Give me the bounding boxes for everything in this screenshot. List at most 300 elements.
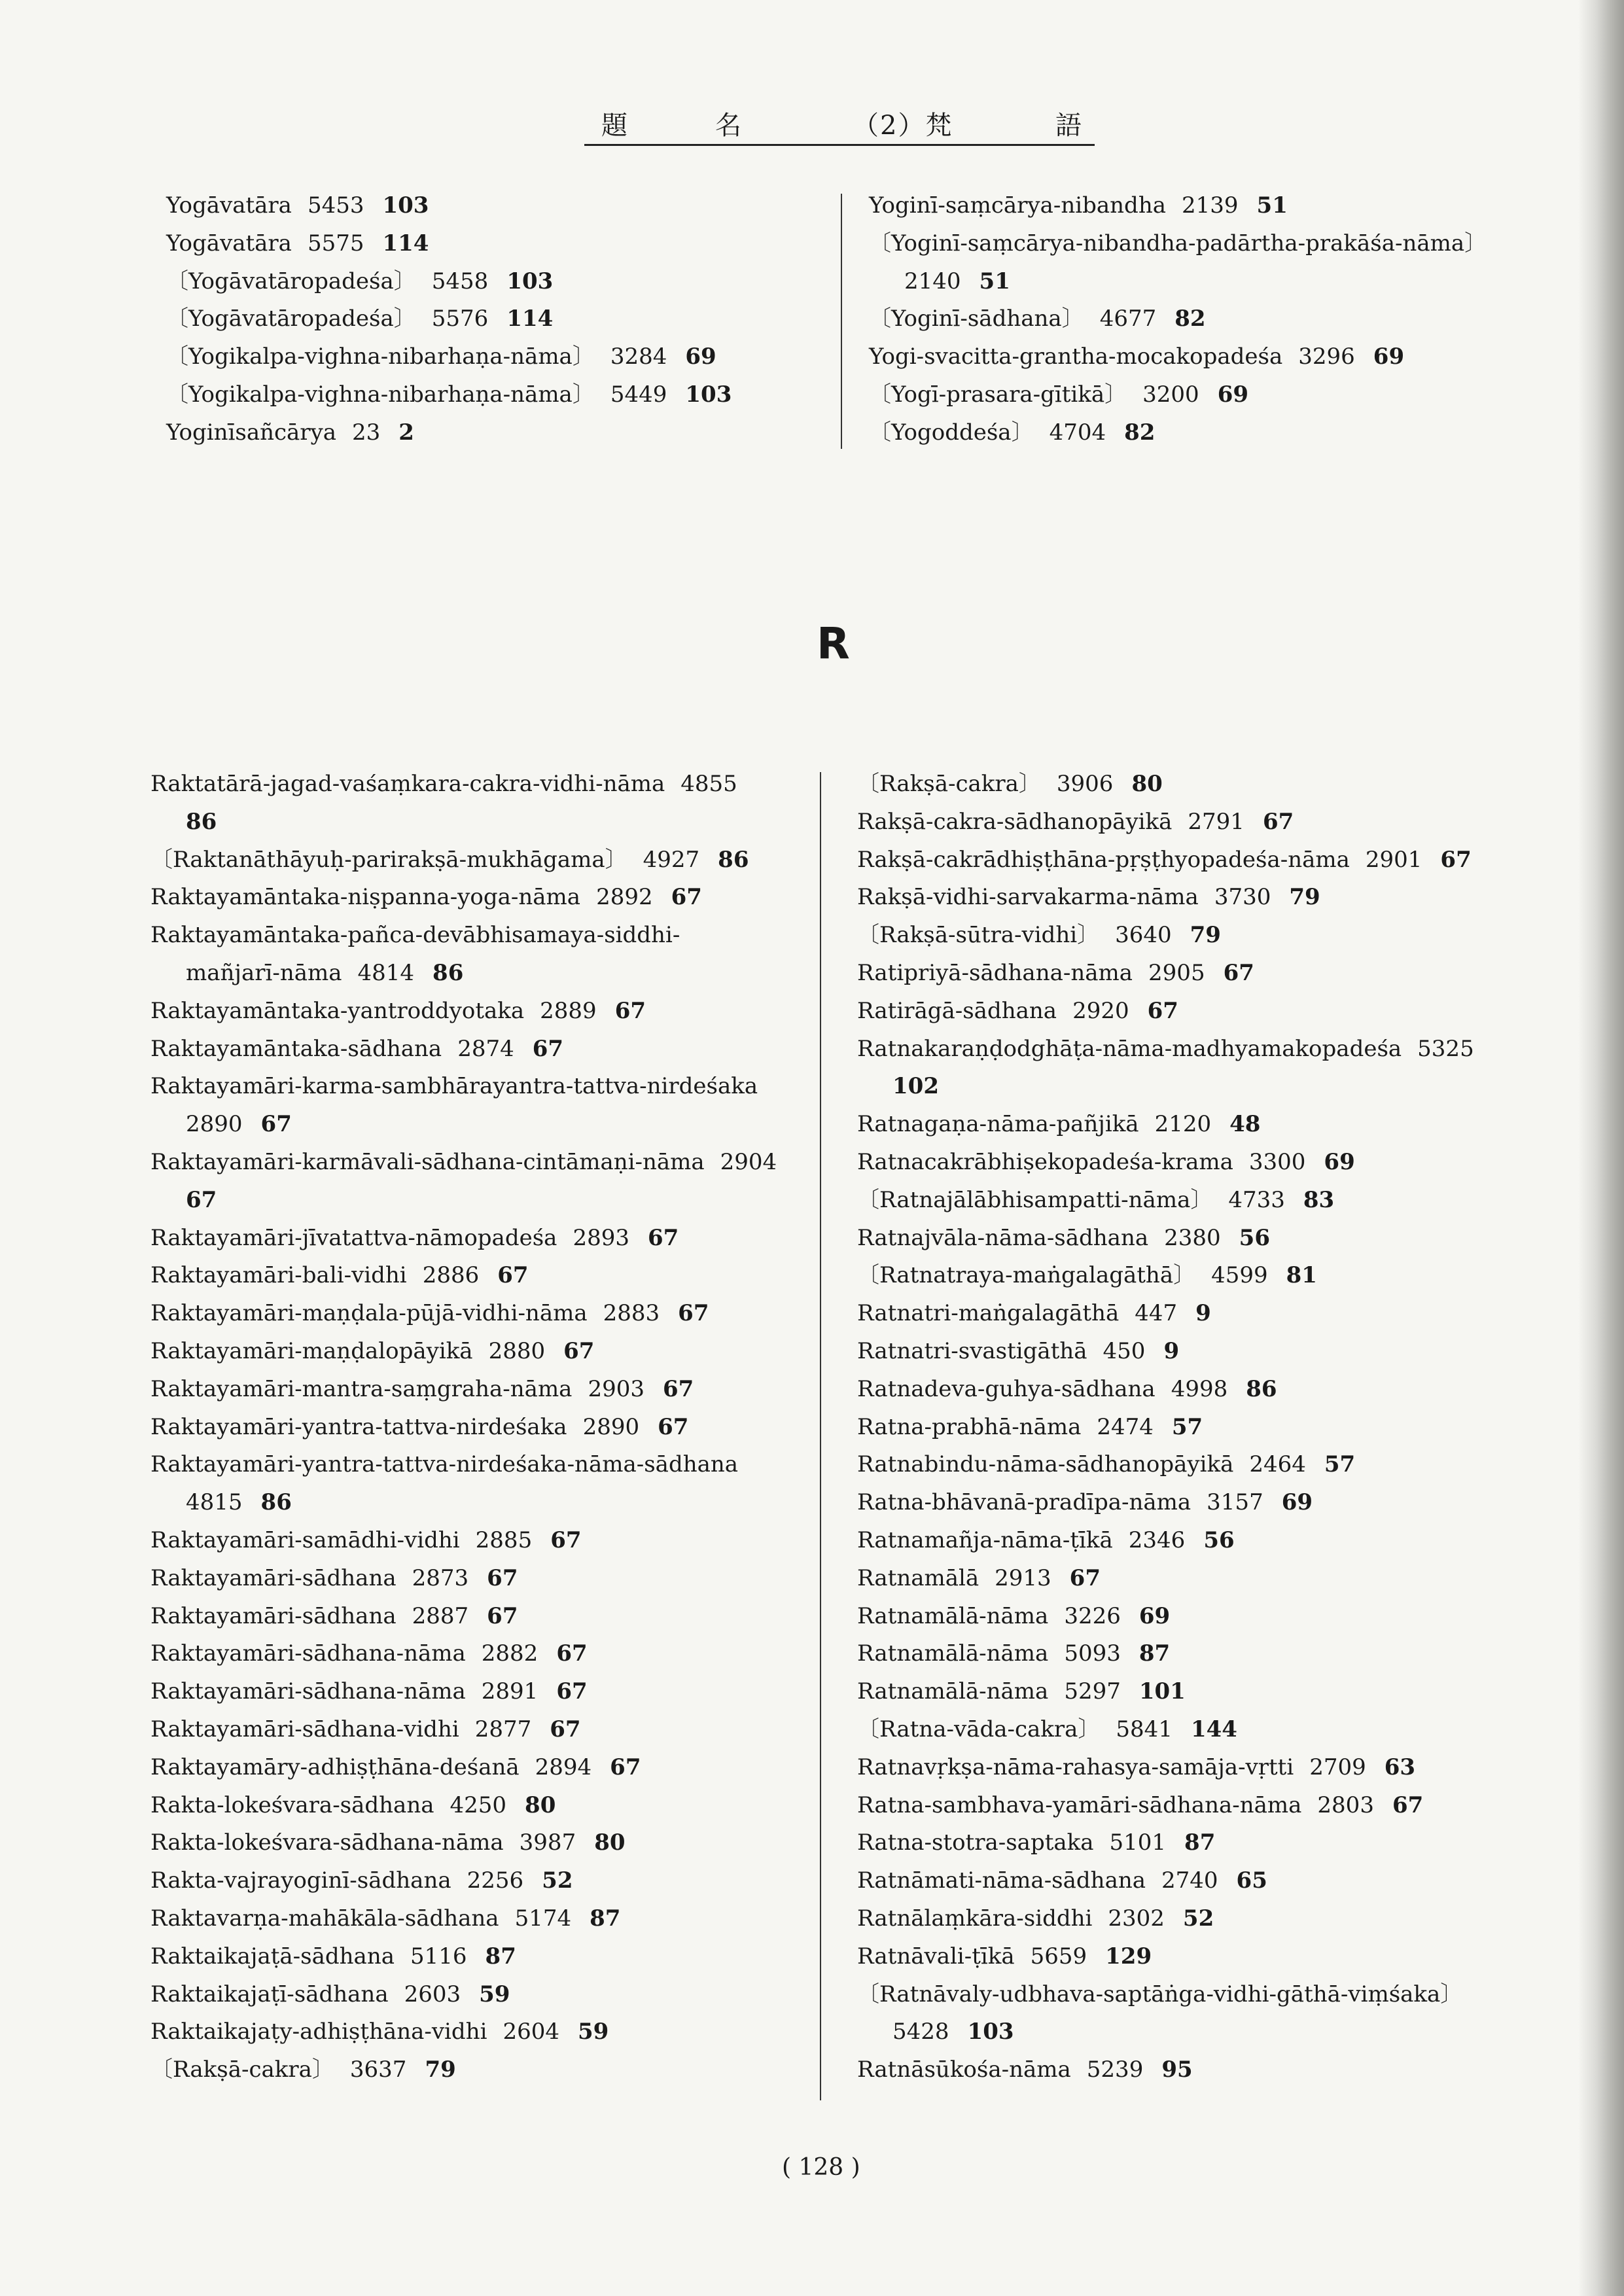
entry-title: Raktayamāri-sādhana-vidhi <box>150 1716 459 1742</box>
entry-number: 5841 <box>1116 1716 1173 1742</box>
entry-number: 5093 <box>1064 1640 1121 1667</box>
entry-page: 101 <box>1139 1678 1186 1705</box>
entry-title: Raktaikajaṭī-sādhana <box>150 1981 389 2007</box>
entry-page: 67 <box>532 1035 564 1062</box>
entry-page: 52 <box>542 1867 573 1894</box>
entry-title: Raktayamāntaka-yantroddyotaka <box>150 997 525 1024</box>
entry-title: Ratna-stotra-saptaka <box>857 1829 1094 1856</box>
index-entry <box>150 1938 777 1976</box>
entry-number: 3284 <box>610 344 667 370</box>
entry-title: 2140 <box>904 268 961 294</box>
entry-page: 59 <box>479 1981 510 2007</box>
entry-number: 4599 <box>1211 1262 1268 1289</box>
entry-title: 〔Rakṣā-cakra〕 <box>857 771 1041 797</box>
index-entry <box>166 300 732 338</box>
entry-number: 2891 <box>481 1678 538 1705</box>
entry-title: 4815 <box>186 1489 243 1516</box>
entry-title: Yogi-svacitta-grantha-mocakopadeśa <box>869 344 1283 370</box>
entry-title: Ratnakaraṇḍodghāṭa-nāma-madhyamakopadeśa <box>857 1035 1402 1062</box>
entry-title: Raktayamāri-bali-vidhi <box>150 1262 407 1289</box>
index-entry <box>857 1295 1474 1333</box>
index-entry <box>869 414 1487 452</box>
entry-number: 2803 <box>1317 1792 1374 1818</box>
entry-title: Ratnālaṃkāra-siddhi <box>857 1905 1093 1932</box>
index-entry <box>857 955 1474 993</box>
index-entry <box>150 1446 777 1484</box>
entry-number: 2791 <box>1188 808 1244 835</box>
entry-page: 86 <box>186 808 217 835</box>
entry-number: 2903 <box>588 1375 644 1402</box>
entry-page: 67 <box>671 884 702 911</box>
index-entry <box>150 879 777 917</box>
entry-title: 〔Yogikalpa-vighna-nibarhaṇa-nāma〕 <box>166 344 595 370</box>
entry-title: Ratnāvali-ṭīkā <box>857 1943 1015 1969</box>
entry-title: Ratnatri-svastigāthā <box>857 1337 1087 1364</box>
index-entry <box>857 1446 1474 1484</box>
entry-number: 2901 <box>1365 846 1422 873</box>
entry-number: 2256 <box>467 1867 524 1894</box>
index-entry <box>150 993 777 1031</box>
entry-title: 2890 <box>186 1111 243 1138</box>
entry-page: 103 <box>685 381 732 408</box>
entry-title: Ratna-prabhā-nāma <box>857 1413 1082 1440</box>
entry-page: 67 <box>647 1224 679 1251</box>
entry-title: Ratnatri-maṅgalagāthā <box>857 1300 1120 1327</box>
entry-title: Raktatārā-jagad-vaśaṃkara-cakra-vidhi-nāma <box>150 771 665 797</box>
entry-title: Rakta-lokeśvara-sādhana-nāma <box>150 1829 504 1856</box>
index-entry <box>857 993 1474 1031</box>
entry-title: 〔Ratna-vāda-cakra〕 <box>857 1716 1101 1742</box>
entry-number: 3226 <box>1064 1602 1121 1629</box>
index-entry <box>857 1976 1474 2014</box>
entry-title: Yogāvatāra <box>166 192 292 219</box>
index-entry <box>857 1144 1474 1182</box>
entry-title: Raktayamāri-karma-sambhārayantra-tattva-nirdeśaka <box>150 1073 758 1100</box>
index-entry <box>857 1371 1474 1409</box>
entry-title: 〔Rakṣā-cakra〕 <box>150 2057 334 2083</box>
entry-number: 2892 <box>596 884 653 911</box>
entry-number: 2380 <box>1164 1224 1221 1251</box>
entry-page: 95 <box>1161 2057 1193 2083</box>
entry-number: 3987 <box>519 1829 576 1856</box>
top-right-column <box>869 187 1487 452</box>
entry-page: 80 <box>1131 771 1163 797</box>
entry-number: 2904 <box>720 1148 777 1175</box>
entry-page: 52 <box>1182 1905 1214 1932</box>
entry-page: 103 <box>506 268 554 294</box>
index-entry <box>857 1560 1474 1598</box>
entry-page: 129 <box>1105 1943 1152 1969</box>
entry-number: 2464 <box>1249 1451 1306 1478</box>
entry-title: Ratnāsūkośa-nāma <box>857 2057 1071 2083</box>
entry-page: 67 <box>487 1564 518 1591</box>
index-entry <box>150 1749 777 1787</box>
entry-number: 2913 <box>995 1564 1051 1591</box>
entry-title: Raktaikajaṭy-adhiṣṭhāna-vidhi <box>150 2019 487 2045</box>
entry-title: Rakta-lokeśvara-sādhana <box>150 1792 434 1818</box>
entry-title: 〔Yogī-prasara-gītikā〕 <box>869 381 1127 408</box>
index-entry <box>857 804 1474 841</box>
main-left-column <box>150 766 777 2089</box>
entry-number: 2886 <box>422 1262 480 1289</box>
entry-title: Raktavarṇa-mahākāla-sādhana <box>150 1905 499 1932</box>
entry-number: 4927 <box>643 846 700 873</box>
top-left-column <box>166 187 732 452</box>
index-entry <box>869 225 1487 263</box>
index-entry <box>857 1068 1474 1106</box>
header-title-part: 語 <box>1055 111 1083 141</box>
entry-number: 447 <box>1135 1300 1178 1327</box>
entry-page: 67 <box>550 1716 581 1742</box>
entry-page: 79 <box>1190 922 1221 949</box>
entry-page: 67 <box>556 1640 588 1667</box>
entry-title: Ratnajvāla-nāma-sādhana <box>857 1224 1149 1251</box>
entry-page: 81 <box>1286 1262 1317 1289</box>
index-entry <box>857 1257 1474 1295</box>
entry-title: Raktayamāri-maṇḍala-pūjā-vidhi-nāma <box>150 1300 588 1327</box>
index-entry <box>150 804 777 841</box>
entry-number: 2709 <box>1309 1754 1366 1780</box>
entry-title: Raktayamāri-maṇḍalopāyikā <box>150 1337 473 1364</box>
entry-page: 86 <box>432 959 464 986</box>
index-entry <box>150 1295 777 1333</box>
index-entry <box>869 300 1487 338</box>
entry-number: 23 <box>352 419 381 446</box>
entry-number: 2890 <box>582 1413 640 1440</box>
entry-title: 〔Yogāvatāropadeśa〕 <box>166 268 416 294</box>
entry-title: 〔Ratnajālābhisampatti-nāma〕 <box>857 1186 1213 1213</box>
entry-number: 5325 <box>1417 1035 1474 1062</box>
entry-page: 51 <box>1256 192 1288 219</box>
entry-number: 5575 <box>307 230 364 256</box>
index-entry <box>150 1560 777 1598</box>
entry-title: Raktayamāntaka-niṣpanna-yoga-nāma <box>150 884 581 911</box>
index-entry <box>150 1598 777 1636</box>
entry-title: Ratnagaṇa-nāma-pañjikā <box>857 1111 1139 1138</box>
entry-page: 67 <box>556 1678 588 1705</box>
index-entry <box>857 1673 1474 1711</box>
entry-number: 5458 <box>431 268 489 294</box>
entry-title: Rakta-vajrayoginī-sādhana <box>150 1867 451 1894</box>
entry-title: 〔Yoginī-sādhana〕 <box>869 306 1084 332</box>
entry-number: 5297 <box>1064 1678 1121 1705</box>
index-entry <box>857 1900 1474 1938</box>
entry-page: 87 <box>590 1905 621 1932</box>
entry-page: 102 <box>892 1073 939 1100</box>
entry-page: 67 <box>1223 959 1254 986</box>
entry-page: 67 <box>678 1300 709 1327</box>
entry-number: 3200 <box>1142 381 1199 408</box>
entry-title: Raktayamāri-yantra-tattva-nirdeśaka-nāma-sādhana <box>150 1451 739 1478</box>
entry-number: 3637 <box>349 2057 407 2083</box>
entry-page: 87 <box>1184 1829 1216 1856</box>
entry-number: 4733 <box>1228 1186 1285 1213</box>
entry-page: 69 <box>685 344 716 370</box>
entry-page: 87 <box>485 1943 516 1969</box>
index-entry <box>857 1220 1474 1258</box>
index-entry <box>857 1333 1474 1371</box>
index-entry <box>166 376 732 414</box>
header-title-part: 題 <box>601 111 629 141</box>
entry-title: Yogāvatāra <box>166 230 292 256</box>
index-entry <box>150 1333 777 1371</box>
entry-title: Raktayamāri-sādhana-nāma <box>150 1678 466 1705</box>
index-entry <box>857 1711 1474 1749</box>
index-entry <box>869 263 1487 301</box>
entry-title: Rakṣā-vidhi-sarvakarma-nāma <box>857 884 1199 911</box>
page-edge-shadow <box>1578 0 1624 2296</box>
index-entry <box>857 1106 1474 1144</box>
entry-page: 67 <box>563 1337 595 1364</box>
entry-page: 69 <box>1281 1489 1313 1516</box>
entry-title: Rakṣā-cakrādhiṣṭhāna-pṛṣṭhyopadeśa-nāma <box>857 846 1350 873</box>
section-letter: R <box>817 618 850 669</box>
entry-title: Ratnāmati-nāma-sādhana <box>857 1867 1146 1894</box>
entry-number: 5576 <box>431 306 489 332</box>
entry-page: 67 <box>658 1413 689 1440</box>
entry-title: 〔Ratnāvaly-udbhava-saptāṅga-vidhi-gāthā-viṃśaka〕 <box>857 1981 1463 2007</box>
entry-title: Ratnamālā-nāma <box>857 1640 1049 1667</box>
entry-number: 2604 <box>503 2019 559 2045</box>
entry-number: 3300 <box>1248 1148 1306 1175</box>
index-entry <box>857 2051 1474 2089</box>
entry-page: 69 <box>1139 1602 1171 1629</box>
entry-page: 80 <box>525 1792 556 1818</box>
entry-page: 56 <box>1203 1527 1235 1553</box>
entry-title: Raktayamāri-jīvatattva-nāmopadeśa <box>150 1224 557 1251</box>
entry-page: 67 <box>487 1602 518 1629</box>
entry-number: 2346 <box>1128 1527 1186 1553</box>
index-entry <box>857 1409 1474 1447</box>
entry-title: Raktayamāntaka-sādhana <box>150 1035 442 1062</box>
entry-number: 2883 <box>603 1300 660 1327</box>
entry-page: 67 <box>614 997 646 1024</box>
entry-page: 67 <box>1147 997 1178 1024</box>
entry-title: 〔Rakṣā-sūtra-vidhi〕 <box>857 922 1100 949</box>
entry-number: 2889 <box>540 997 597 1024</box>
entry-number: 2880 <box>488 1337 546 1364</box>
entry-title: Raktayamāntaka-pañca-devābhisamaya-siddhi- <box>150 922 680 949</box>
index-entry <box>150 1635 777 1673</box>
entry-title: 5428 <box>892 2019 949 2045</box>
index-entry <box>150 1409 777 1447</box>
page-number: ( 128 ) <box>782 2154 860 2181</box>
index-entry <box>150 1522 777 1560</box>
main-right-column <box>857 766 1474 2089</box>
page-header <box>584 105 1095 146</box>
entry-number: 2302 <box>1108 1905 1165 1932</box>
entry-title: Ratna-sambhava-yamāri-sādhana-nāma <box>857 1792 1302 1818</box>
entry-title: Ratirāgā-sādhana <box>857 997 1057 1024</box>
entry-number: 2873 <box>412 1564 469 1591</box>
index-entry <box>150 2013 777 2051</box>
entry-page: 144 <box>1190 1716 1237 1742</box>
entry-number: 2874 <box>457 1035 514 1062</box>
entry-number: 2894 <box>535 1754 592 1780</box>
entry-number: 4677 <box>1099 306 1157 332</box>
entry-page: 67 <box>1069 1564 1101 1591</box>
entry-number: 5174 <box>514 1905 572 1932</box>
index-entry <box>857 1635 1474 1673</box>
entry-number: 2905 <box>1148 959 1205 986</box>
entry-title: Raktayamāri-samādhi-vidhi <box>150 1527 460 1553</box>
index-entry <box>150 1182 777 1220</box>
entry-page: 57 <box>1324 1451 1356 1478</box>
entry-number: 2740 <box>1161 1867 1218 1894</box>
entry-title: Ratnacakrābhiṣekopadeśa-krama <box>857 1148 1233 1175</box>
entry-page: 2 <box>398 419 414 446</box>
entry-title: Ratnabindu-nāma-sādhanopāyikā <box>857 1451 1234 1478</box>
index-entry <box>857 1484 1474 1522</box>
entry-number: 5659 <box>1030 1943 1087 1969</box>
entry-page: 56 <box>1239 1224 1270 1251</box>
entry-number: 3157 <box>1207 1489 1263 1516</box>
entry-page: 103 <box>382 192 429 219</box>
entry-title: Rakṣā-cakra-sādhanopāyikā <box>857 808 1173 835</box>
column-divider <box>841 194 842 449</box>
entry-title: Ratnamālā-nāma <box>857 1678 1049 1705</box>
entry-page: 79 <box>1289 884 1320 911</box>
index-entry <box>150 1976 777 2014</box>
entry-title: Raktayamāri-sādhana <box>150 1564 397 1591</box>
entry-number: 2139 <box>1182 192 1239 219</box>
index-entry <box>869 376 1487 414</box>
header-title-part: 名 <box>715 111 743 141</box>
entry-page: 79 <box>425 2057 456 2083</box>
entry-number: 4855 <box>680 771 737 797</box>
entry-page: 67 <box>186 1186 217 1213</box>
entry-number: 2877 <box>474 1716 532 1742</box>
entry-page: 69 <box>1324 1148 1355 1175</box>
entry-title: 〔Yoginī-saṃcārya-nibandha-padārtha-prakāśa-nāma〕 <box>869 230 1487 256</box>
entry-page: 63 <box>1384 1754 1416 1780</box>
index-entry <box>857 1749 1474 1787</box>
entry-title: Ratnamālā-nāma <box>857 1602 1049 1629</box>
entry-title: 〔Yogoddeśa〕 <box>869 419 1034 446</box>
index-entry <box>150 1031 777 1069</box>
index-entry <box>150 1787 777 1825</box>
index-entry <box>857 1824 1474 1862</box>
entry-title: Ratna-bhāvanā-pradīpa-nāma <box>857 1489 1192 1516</box>
entry-page: 67 <box>260 1111 292 1138</box>
entry-page: 114 <box>382 230 429 256</box>
entry-number: 2120 <box>1154 1111 1212 1138</box>
index-entry <box>857 1182 1474 1220</box>
index-entry <box>150 1371 777 1409</box>
index-entry <box>150 1144 777 1182</box>
index-entry <box>150 1824 777 1862</box>
entry-number: 5101 <box>1109 1829 1167 1856</box>
index-entry <box>150 1068 777 1106</box>
entry-page: 103 <box>967 2019 1014 2045</box>
entry-page: 9 <box>1195 1300 1211 1327</box>
entry-page: 80 <box>594 1829 626 1856</box>
column-divider <box>820 772 821 2100</box>
index-entry <box>857 841 1474 879</box>
entry-title: 〔Yogikalpa-vighna-nibarhaṇa-nāma〕 <box>166 381 595 408</box>
entry-title: Raktayamāri-mantra-saṃgraha-nāma <box>150 1375 573 1402</box>
entry-title: Yoginīsañcārya <box>166 419 337 446</box>
index-entry <box>869 187 1487 225</box>
entry-title: 〔Ratnatraya-maṅgalagāthā〕 <box>857 1262 1196 1289</box>
index-entry <box>166 414 732 452</box>
entry-number: 5239 <box>1086 2057 1144 2083</box>
index-entry <box>857 1862 1474 1900</box>
index-entry <box>150 1862 777 1900</box>
entry-page: 67 <box>1262 808 1294 835</box>
index-entry <box>150 955 777 993</box>
entry-number: 3296 <box>1298 344 1355 370</box>
entry-page: 57 <box>1171 1413 1203 1440</box>
entry-number: 2920 <box>1072 997 1129 1024</box>
index-entry <box>150 917 777 955</box>
entry-page: 114 <box>506 306 554 332</box>
index-entry <box>869 338 1487 376</box>
entry-number: 2893 <box>573 1224 629 1251</box>
index-entry <box>166 225 732 263</box>
entry-number: 4250 <box>450 1792 507 1818</box>
index-entry <box>166 263 732 301</box>
index-entry <box>857 917 1474 955</box>
entry-title: Raktayamāry-adhiṣṭhāna-deśanā <box>150 1754 520 1780</box>
entry-title: Raktayamāri-karmāvali-sādhana-cintāmaṇi-nāma <box>150 1148 705 1175</box>
entry-page: 67 <box>663 1375 694 1402</box>
entry-number: 2885 <box>475 1527 533 1553</box>
index-entry <box>166 187 732 225</box>
entry-number: 4814 <box>357 959 415 986</box>
entry-page: 69 <box>1217 381 1249 408</box>
entry-number: 5449 <box>610 381 667 408</box>
entry-page: 86 <box>1246 1375 1277 1402</box>
index-entry <box>150 1673 777 1711</box>
entry-page: 51 <box>979 268 1010 294</box>
entry-number: 5453 <box>307 192 364 219</box>
entry-page: 59 <box>578 2019 609 2045</box>
index-entry <box>857 1787 1474 1825</box>
index-entry <box>857 1938 1474 1976</box>
header-title-part: （2）梵 <box>853 111 953 141</box>
entry-number: 2474 <box>1097 1413 1154 1440</box>
index-entry <box>857 1031 1474 1069</box>
entry-title: Yoginī-saṃcārya-nibandha <box>869 192 1166 219</box>
entry-title: 〔Raktanāthāyuḥ-parirakṣā-mukhāgama〕 <box>150 846 627 873</box>
entry-page: 86 <box>260 1489 292 1516</box>
entry-number: 3730 <box>1214 884 1271 911</box>
entry-page: 69 <box>1373 344 1405 370</box>
entry-title: mañjarī-nāma <box>186 959 342 986</box>
entry-title: Ratnamālā <box>857 1564 980 1591</box>
entry-page: 82 <box>1124 419 1156 446</box>
entry-title: Raktayamāri-yantra-tattva-nirdeśaka <box>150 1413 567 1440</box>
index-entry <box>150 841 777 879</box>
entry-title: 〔Yogāvatāropadeśa〕 <box>166 306 416 332</box>
index-entry <box>150 1484 777 1522</box>
index-entry <box>857 879 1474 917</box>
entry-title: Raktayamāri-sādhana <box>150 1602 397 1629</box>
index-entry <box>857 1522 1474 1560</box>
entry-page: 67 <box>1392 1792 1424 1818</box>
index-entry <box>857 766 1474 804</box>
index-entry <box>150 2051 777 2089</box>
entry-number: 2603 <box>404 1981 461 2007</box>
entry-page: 83 <box>1303 1186 1335 1213</box>
entry-title: Ratnamañja-nāma-ṭīkā <box>857 1527 1113 1553</box>
entry-number: 450 <box>1103 1337 1146 1364</box>
index-entry <box>150 1220 777 1258</box>
entry-title: Ratnavṛkṣa-nāma-rahasya-samāja-vṛtti <box>857 1754 1294 1780</box>
entry-page: 48 <box>1229 1111 1261 1138</box>
entry-page: 86 <box>718 846 749 873</box>
